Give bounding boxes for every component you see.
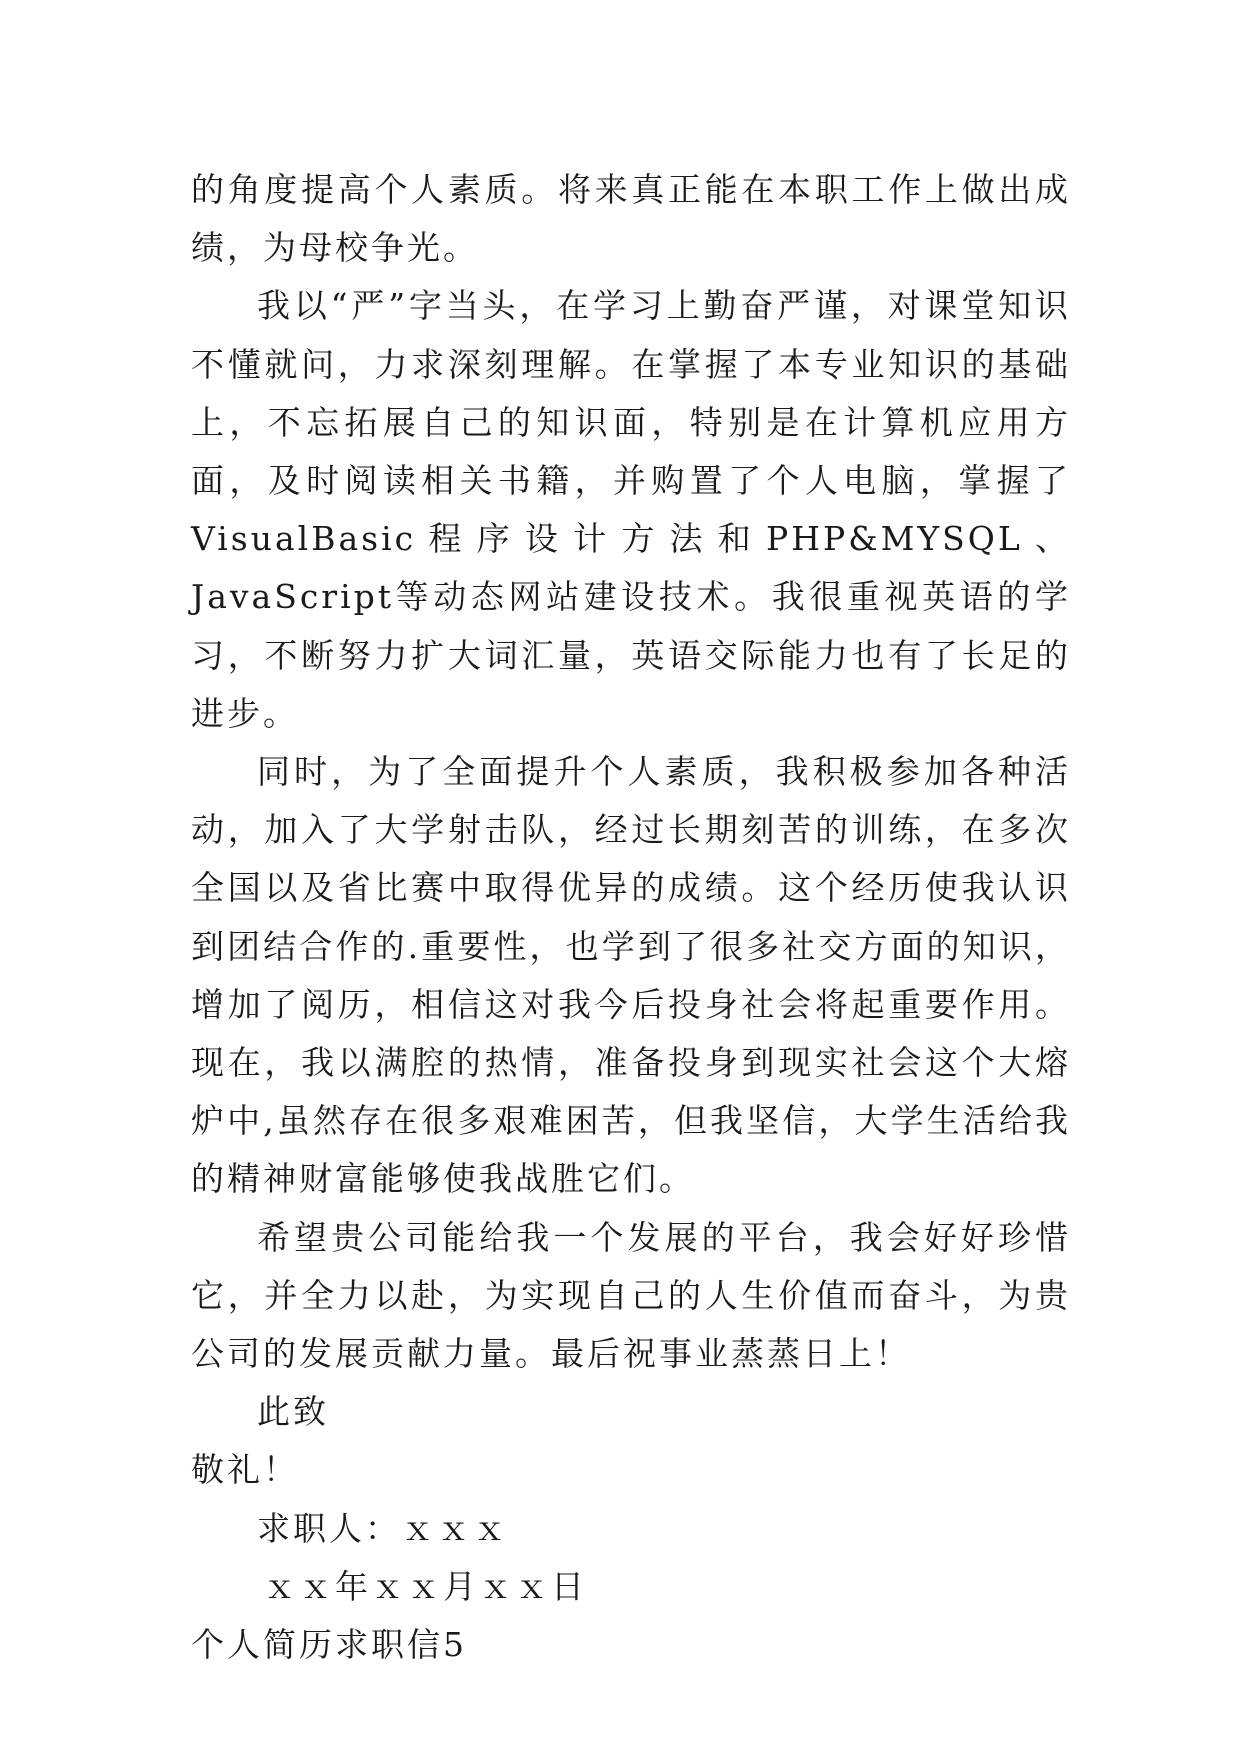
- closing-salutation: 此致: [257, 1392, 329, 1432]
- paragraph-hope: 希望贵公司能给我一个发展的平台，我会好好珍惜它，并全力以赴，为实现自己的人生价值而奋斗，为贵公司的发展贡献力量。最后祝事业蒸蒸日上！: [191, 1217, 1071, 1374]
- paragraph-continuation: 的角度提高个人素质。将来真正能在本职工作上做出成绩，为母校争光。: [191, 170, 1071, 268]
- paragraph-study: 我以“严”字当头，在学习上勤奋严谨，对课堂知识不懂就问，力求深刻理解。在掌握了本专业知识的基础上，不忘拓展自己的知识面，特别是在计算机应用方面，及时阅读相关书籍，并购置了个人电脑，掌握了VisualBasic程序设计方法和PHP&MYSQL、JavaScript等动态网站建设技术。我很重视英语的学习，不断努力扩大词汇量，英语交际能力也有了长足的进步。: [191, 286, 1071, 733]
- date-line: ｘｘ年ｘｘ月ｘｘ日: [263, 1566, 587, 1606]
- closing-regards: 敬礼！: [191, 1450, 299, 1490]
- signature-line: 求职人：ｘｘｘ: [257, 1508, 509, 1548]
- paragraph-activities: 同时，为了全面提升个人素质，我积极参加各种活动，加入了大学射击队，经过长期刻苦的训练，在多次全国以及省比赛中取得优异的成绩。这个经历使我认识到团结合作的.重要性，也学到了很多社交方面的知识，增加了阅历，相信这对我今后投身社会将起重要作用。现在，我以满腔的热情，准备投身到现实社会这个大熔炉中,虽然存在很多艰难困苦，但我坚信，大学生活给我的精神财富能够使我战胜它们。: [191, 752, 1071, 1199]
- letter-body: [191, 161, 1071, 1674]
- section-heading: 个人简历求职信5: [191, 1625, 467, 1665]
